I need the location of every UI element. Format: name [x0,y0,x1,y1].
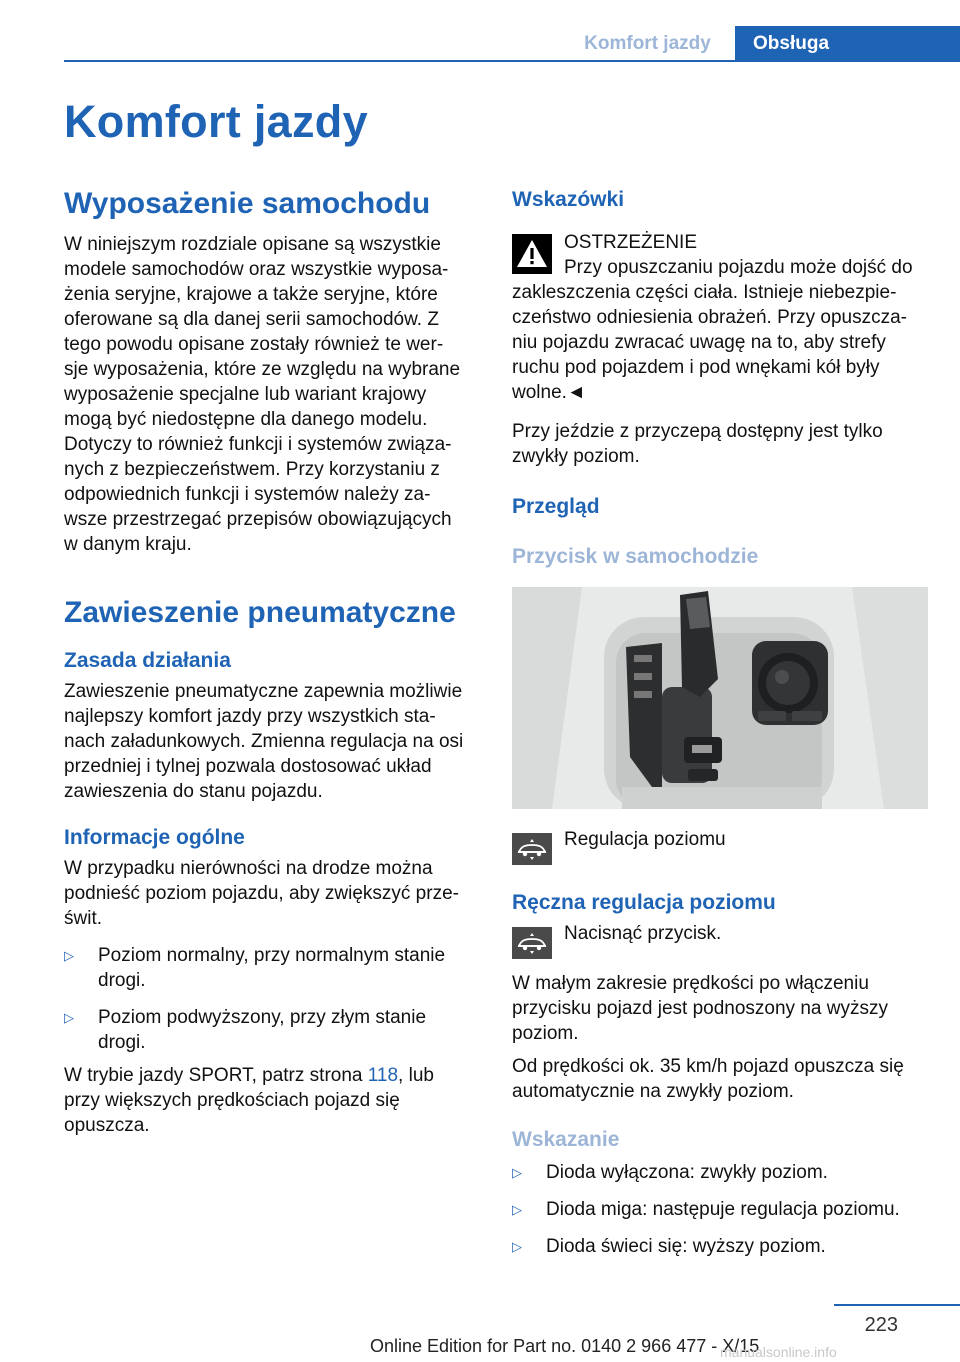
car-level-icon [512,927,552,959]
watermark: manualsonline.info [720,1344,837,1360]
right-column [512,180,928,1259]
text-line: Od prędkości ok. 35 km/h pojazd opuszcza się [512,1056,904,1077]
overview-heading: Przegląd [512,495,600,518]
list-item [64,943,480,993]
text-line: wyposażenie specjalne lub wariant krajowy [64,384,427,405]
text-line: W przypadku nierówności na drodze można [64,858,433,879]
text-fragment: W trybie jazdy SPORT, patrz strona [64,1065,368,1086]
text-line: Dotyczy to również funkcji i systemów związa‐ [64,434,452,455]
footer-rule [834,1304,960,1306]
button-caption: Regulacja poziomu [564,829,726,850]
text-line: Dioda świeci się: wyższy poziom. [546,1236,826,1257]
text-line: nach załadunkowych. Zmienna regulacja na osi [64,731,464,752]
text-line: podnieść poziom pojazdu, aby zwiększyć prze‐ [64,883,459,904]
notes-heading: Wskazówki [512,188,625,211]
text-line: mogą być niedostępne dla danego modelu. [64,409,428,430]
list-item [512,1197,928,1222]
button-heading: Przycisk w samochodzie [512,545,759,568]
text-line: zakleszczenia części ciała. Istnieje niebezpie‐ [512,282,897,303]
text-line: przy większych prędkościach pojazd się [64,1090,400,1111]
edition-line: Online Edition for Part no. 0140 2 966 477 - X/15 [370,1336,760,1356]
center-console-photo [512,587,928,809]
suspension-heading: Zawieszenie pneumatyczne [64,596,456,629]
level-button-row [512,827,928,867]
page-link[interactable]: 118 [367,1065,399,1086]
general-text [64,856,480,931]
header-section-label: Komfort jazdy [584,33,711,54]
text-line: nych z bezpieczeństwem. Przy korzystaniu z [64,459,440,480]
manual-action-text: Nacisnąć przycisk. [564,923,722,944]
text-line: automatycznie na zwykły poziom. [512,1081,794,1102]
text-fragment: , lub [398,1065,434,1086]
text-line: świt. [64,908,102,929]
text-line: Dioda miga: następuje regulacja poziomu. [546,1199,900,1220]
text-line: modele samochodów oraz wszystkie wyposa‐ [64,259,449,280]
text-line: odpowiednich funkcji i systemów należy za‐ [64,484,431,505]
manual-action-row [512,921,928,961]
text-line: drogi. [98,970,146,991]
text-line: oferowane są dla danej serii samochodów. Z [64,309,439,330]
manual-text [512,971,928,1046]
text-line: wolne.◄ [512,382,586,403]
triangle-bullet-icon: ▷ [64,1010,74,1025]
text-line: żenia seryjne, krajowe a także seryjne, które [64,284,438,305]
general-heading: Informacje ogólne [64,826,245,849]
principle-heading: Zasada działania [64,649,231,672]
text-line: wsze przestrzegać przepisów obowiązujących [64,509,452,530]
text-line: zwykły poziom. [512,446,640,467]
indicator-heading: Wskazanie [512,1128,620,1151]
list-item [512,1160,928,1185]
text-line: w danym kraju. [64,534,192,555]
speed-text [512,1054,928,1104]
trailer-text [512,419,928,469]
text-line: poziom. [512,1023,579,1044]
equipment-heading: Wyposażenie samochodu [64,187,431,220]
text-line: W niniejszym rozdziale opisane są wszystkie [64,234,441,255]
triangle-bullet-icon: ▷ [512,1202,522,1217]
text-line: tego powodu opisane zostały również te wer‐ [64,334,444,355]
text-line: sje wyposażenia, które ze względu na wybrane [64,359,461,380]
text-line: czeństwo odniesienia obrażeń. Przy opuszcza‐ [512,307,907,328]
text-line: Zawieszenie pneumatyczne zapewnia możliwie [64,681,463,702]
page-title: Komfort jazdy [64,96,368,147]
text-line: Poziom normalny, przy normalnym stanie [98,945,446,966]
text-line: W małym zakresie prędkości po włączeniu [512,973,869,994]
warning-block [512,230,928,405]
car-level-icon [512,833,552,865]
text-line: najlepszy komfort jazdy przy wszystkich sta‐ [64,706,436,727]
text-line: Dioda wyłączona: zwykły poziom. [546,1162,828,1183]
principle-text [64,679,480,804]
text-line [64,1063,480,1088]
warning-triangle-icon [512,234,552,274]
text-line: zawieszenia do stanu pojazdu. [64,781,323,802]
left-column [64,180,480,1138]
list-item [512,1234,928,1259]
header-chapter-tab[interactable]: Obsługa [735,26,960,62]
text-line: niu pojazdu zwracać uwagę na to, aby strefy [512,332,886,353]
list-item [64,1005,480,1055]
warning-label: OSTRZEŻENIE [564,232,698,253]
text-line: przycisku pojazd jest podnoszony na wyższy [512,998,888,1019]
text-line: Poziom podwyższony, przy złym stanie [98,1007,427,1028]
text-line: Przy opuszczaniu pojazdu może dojść do [564,257,913,278]
triangle-bullet-icon: ▷ [512,1239,522,1254]
triangle-bullet-icon: ▷ [512,1165,522,1180]
text-line: Przy jeździe z przyczepą dostępny jest tylko [512,421,883,442]
equipment-text [64,232,480,557]
text-line: drogi. [98,1032,146,1053]
text-line: przedniej i tylnej pozwala dostosować układ [64,756,432,777]
text-line: opuszcza. [64,1115,150,1136]
page-number: 223 [864,1314,898,1336]
manual-heading: Ręczna regulacja poziomu [512,891,776,914]
triangle-bullet-icon: ▷ [64,948,74,963]
text-line: ruchu pod pojazdem i pod wnękami kół były [512,357,880,378]
sport-text [64,1063,480,1138]
